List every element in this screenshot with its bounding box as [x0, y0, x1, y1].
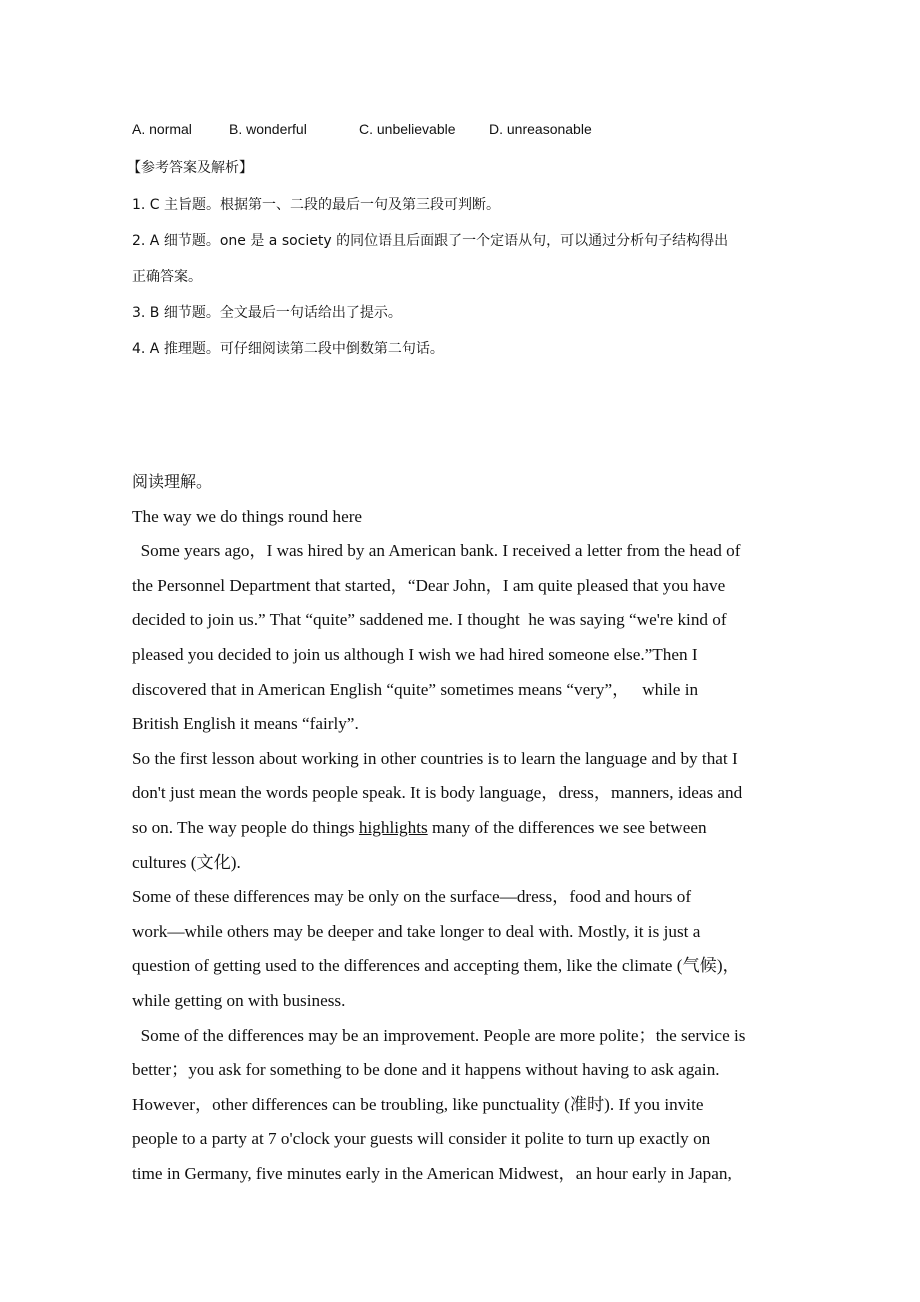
- option-d: D. unreasonable: [489, 121, 592, 137]
- text-line: while getting on with business.: [132, 990, 346, 1010]
- text-line: discovered that in American English “quite” sometimes means “very”， while in: [132, 679, 699, 699]
- text-line: [132, 811, 807, 846]
- text-segment: many of the differences we see between: [427, 817, 707, 837]
- text-line: the Personnel Department that started，“Dear John，I am quite pleased that you have: [132, 575, 726, 595]
- paragraph-3: [132, 880, 807, 1018]
- reading-passage: [132, 465, 807, 1191]
- text-line: people to a party at 7 o'clock your guests will consider it polite to turn up exactly on: [132, 1129, 711, 1149]
- passage-title: The way we do things round here: [132, 506, 363, 526]
- underlined-word: highlights: [358, 817, 428, 837]
- text-line: Some of the differences may be an improvement. People are more polite；the service is: [132, 1025, 746, 1045]
- answers-heading: 【参考答案及解析】: [127, 160, 253, 176]
- text-line: don't just mean the words people speak. It is body language，dress，manners, ideas and: [132, 783, 743, 803]
- reading-intro: 阅读理解。: [132, 472, 213, 491]
- option-c: C. unbelievable: [359, 121, 456, 137]
- answer-line: 4. A 推理题。可仔细阅读第二段中倒数第二句话。: [132, 341, 444, 357]
- paragraph-4: [132, 1019, 807, 1192]
- text-line: question of getting used to the differences and accepting them, like the climate (气候)，: [132, 956, 740, 976]
- text-line: British English it means “fairly”.: [132, 714, 359, 734]
- paragraph-1: [132, 534, 807, 742]
- text-segment: so on. The way people do things: [132, 817, 359, 837]
- text-line: So the first lesson about working in other countries is to learn the language and by that I: [132, 748, 738, 768]
- text-line: Some years ago，I was hired by an American bank. I received a letter from the head of: [132, 541, 741, 561]
- text-line: pleased you decided to join us although I wish we had hired someone else.”Then I: [132, 644, 698, 664]
- text-line: work—while others may be deeper and take longer to deal with. Mostly, it is just a: [132, 921, 701, 941]
- answer-line: 1. C 主旨题。根据第一、二段的最后一句及第三段可判断。: [132, 197, 501, 213]
- text-line: time in Germany, five minutes early in the American Midwest，an hour early in Japan,: [132, 1163, 732, 1183]
- answer-line: 正确答案。: [132, 269, 202, 285]
- text-line: better；you ask for something to be done and it happens without having to ask again.: [132, 1060, 720, 1080]
- answer-line: 3. B 细节题。全文最后一句话给出了提示。: [132, 305, 402, 321]
- text-line: decided to join us.” That “quite” saddened me. I thought he was saying “we're kind of: [132, 610, 727, 630]
- text-line: cultures (文化).: [132, 852, 241, 872]
- paragraph-2: [132, 742, 807, 880]
- text-line: Some of these differences may be only on the surface—dress，food and hours of: [132, 887, 692, 907]
- answer-line: 2. A 细节题。one 是 a society 的同位语且后面跟了一个定语从句，可以通过分析句子结构得出: [132, 233, 729, 249]
- option-b: B. wonderful: [229, 121, 307, 137]
- text-line: However，other differences can be troubling, like punctuality (准时). If you invite: [132, 1094, 704, 1114]
- option-a: A. normal: [132, 121, 192, 137]
